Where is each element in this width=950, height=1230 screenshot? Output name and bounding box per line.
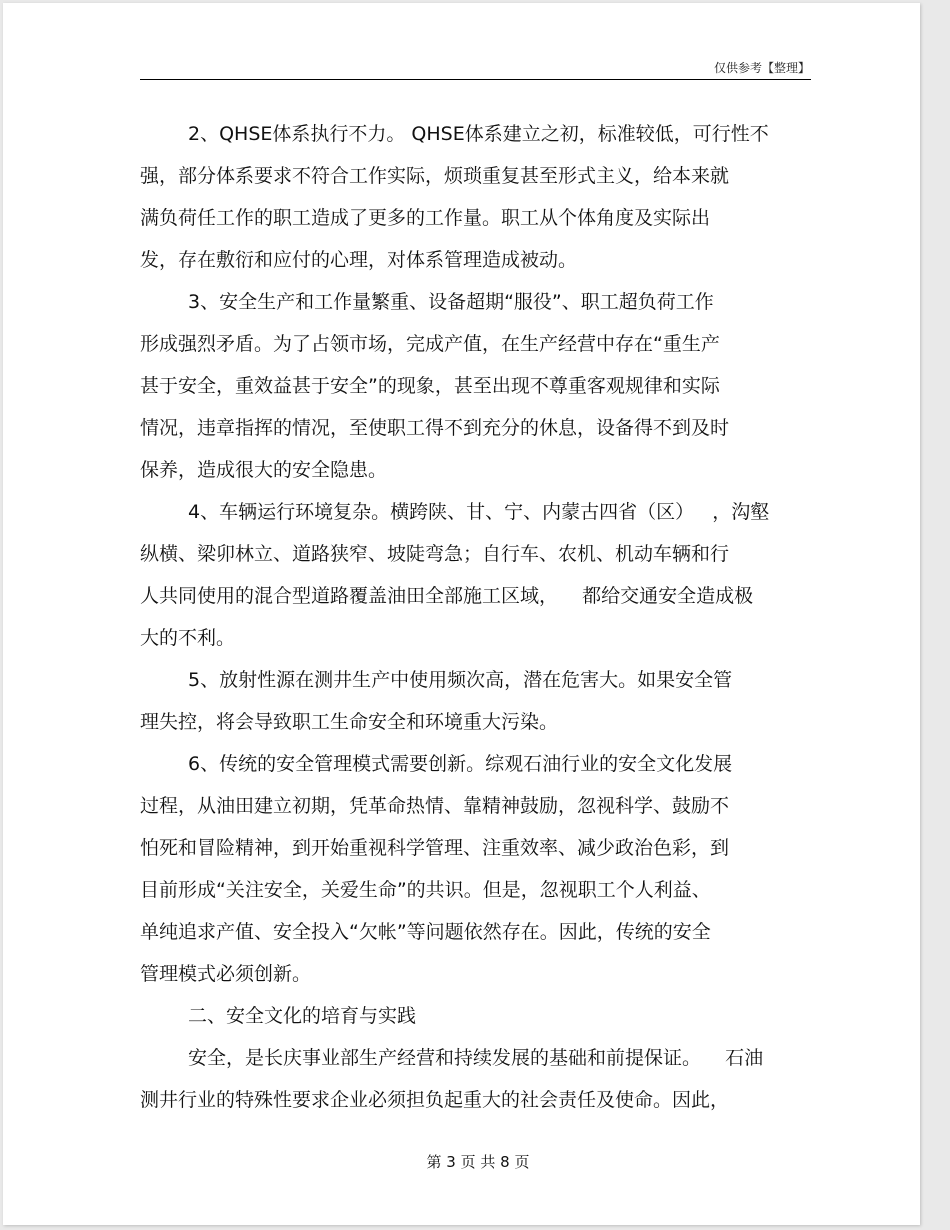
page-number-footer: 第 3 页 共 8 页 <box>426 1153 530 1171</box>
text-line: 2、QHSE体系执行不力。 QHSE体系建立之初，标准较低，可行性不 <box>188 123 769 145</box>
text-line: 大的不利。 <box>140 627 236 649</box>
text-line: 测井行业的特殊性要求企业必须担负起重大的社会责任及使命。因此， <box>140 1089 730 1111</box>
text-line: 强，部分体系要求不符合工作实际，烦琐重复甚至形式主义，给本来就 <box>140 165 730 187</box>
header-note: 仅供参考【整理】 <box>713 61 810 75</box>
text-line: 目前形成“关注安全，关爱生命”的共识。但是，忽视职工个人利益、 <box>140 879 711 901</box>
text-line: 形成强烈矛盾。为了占领市场，完成产值，在生产经营中存在“重生产 <box>140 333 720 355</box>
text-line: 安全，是长庆事业部生产经营和持续发展的基础和前提保证。 石油 <box>188 1047 764 1069</box>
text-line: 满负荷任工作的职工造成了更多的工作量。职工从个体角度及实际出 <box>140 207 711 229</box>
text-line: 情况，违章指挥的情况，至使职工得不到充分的休息，设备得不到及时 <box>140 417 730 439</box>
text-line: 管理模式必须创新。 <box>140 963 312 985</box>
text-line: 单纯追求产值、安全投入“欠帐”等问题依然存在。因此，传统的安全 <box>140 921 711 943</box>
header-rule <box>140 79 811 80</box>
text-line: 理失控，将会导致职工生命安全和环境重大污染。 <box>140 711 559 733</box>
text-line: 6、传统的安全管理模式需要创新。综观石油行业的安全文化发展 <box>188 753 733 775</box>
text-line: 3、安全生产和工作量繁重、设备超期“服役”、职工超负荷工作 <box>188 291 714 313</box>
body-text <box>140 113 820 1121</box>
text-line: 保养，造成很大的安全隐患。 <box>140 459 388 481</box>
text-line: 发，存在敷衍和应付的心理，对体系管理造成被动。 <box>140 249 578 271</box>
section-heading: 二、安全文化的培育与实践 <box>188 1005 417 1027</box>
document-page <box>3 3 920 1225</box>
text-line: 人共同使用的混合型道路覆盖油田全部施工区域， 都给交通安全造成极 <box>140 585 754 607</box>
text-line: 怕死和冒险精神，到开始重视科学管理、注重效率、减少政治色彩，到 <box>140 837 730 859</box>
text-line: 纵横、梁卯林立、道路狭窄、坡陡弯急；自行车、农机、机动车辆和行 <box>140 543 730 565</box>
text-line: 过程，从油田建立初期，凭革命热情、靠精神鼓励，忽视科学、鼓励不 <box>140 795 730 817</box>
text-line: 甚于安全，重效益甚于安全”的现象，甚至出现不尊重客观规律和实际 <box>140 375 720 397</box>
text-line: 4、车辆运行环境复杂。横跨陕、甘、宁、内蒙古四省（区） ，沟壑 <box>188 501 770 523</box>
text-line: 5、放射性源在测井生产中使用频次高，潜在危害大。如果安全管 <box>188 669 733 691</box>
